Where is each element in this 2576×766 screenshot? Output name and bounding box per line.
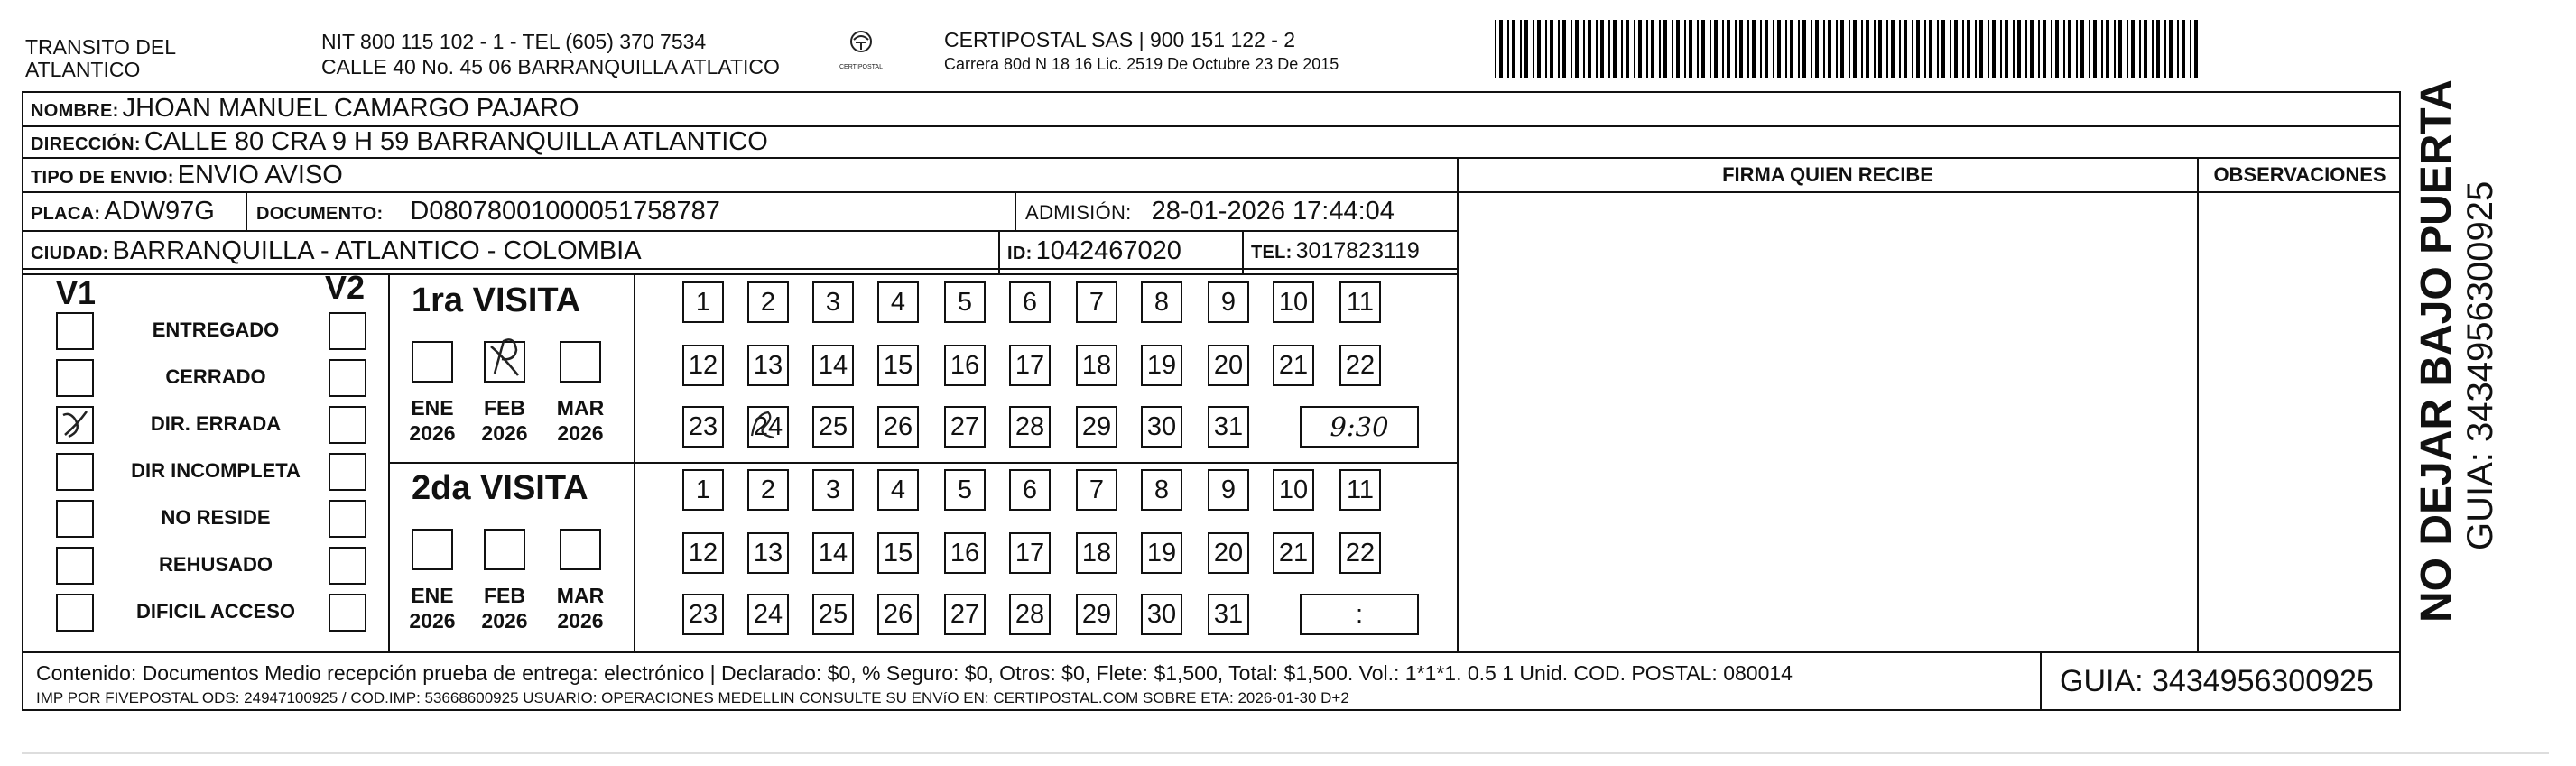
barcode-bar: [2025, 20, 2027, 78]
col-divider: [1457, 157, 1459, 651]
visit1-day[interactable]: 21: [1273, 345, 1314, 386]
barcode-bar: [1836, 20, 1838, 78]
barcode-bar: [2114, 20, 2116, 78]
barcode-bar: [1916, 20, 1920, 78]
visit2-month-label: [477, 583, 532, 633]
document-label: DOCUMENTO:: [256, 204, 384, 224]
month-year: 2026: [409, 421, 456, 445]
side-guia-number: GUIA: 3434956300925: [2460, 180, 2500, 550]
barcode-bar: [2076, 20, 2078, 78]
row-divider: [388, 462, 1457, 464]
visit1-day[interactable]: 22: [1339, 345, 1381, 386]
visit2-day[interactable]: 2: [747, 469, 789, 511]
admission-cell: [1025, 197, 1395, 226]
barcode-bar: [2131, 20, 2135, 78]
visit2-day[interactable]: 17: [1009, 532, 1051, 574]
visit2-day[interactable]: 28: [1009, 594, 1051, 635]
barcode-bar: [1904, 20, 1907, 78]
barcode-bar: [1937, 20, 1939, 78]
barcode-bar: [1941, 20, 1945, 78]
visit2-month-label: [405, 583, 459, 633]
barcode-bar: [2093, 20, 2097, 78]
visit2-day[interactable]: 23: [682, 594, 724, 635]
barcode-bar: [2089, 20, 2090, 78]
barcode-bar: [1550, 20, 1553, 78]
barcode-bar: [1912, 20, 1913, 78]
visit1-day[interactable]: 9: [1208, 281, 1249, 323]
barcode-bar: [1562, 20, 1566, 78]
barcode-bar: [1924, 20, 1926, 78]
v1-checkbox[interactable]: [56, 359, 94, 397]
barcode-bar: [2190, 20, 2191, 78]
visit1-day[interactable]: 13: [747, 345, 789, 386]
barcode-bar: [2106, 20, 2109, 78]
visit2-day[interactable]: 1: [682, 469, 724, 511]
visit2-day[interactable]: 18: [1076, 532, 1117, 574]
v2-checkbox[interactable]: [329, 594, 366, 632]
col-divider: [998, 230, 1000, 273]
visit2-day[interactable]: 22: [1339, 532, 1381, 574]
barcode-bar: [1626, 20, 1629, 78]
barcode-bar: [1596, 20, 1598, 78]
barcode-bar: [1659, 20, 1661, 78]
barcode-bar: [1507, 20, 1509, 78]
visit1-day[interactable]: 29: [1076, 406, 1117, 448]
visit1-day[interactable]: 26: [877, 406, 919, 448]
barcode-bar: [1495, 20, 1496, 78]
v2-checkbox[interactable]: [329, 500, 366, 538]
visit2-day[interactable]: 7: [1076, 469, 1117, 511]
status-label: DIR. ERRADA: [150, 412, 282, 435]
company-address: CALLE 40 No. 45 06 BARRANQUILLA ATLATICO: [321, 55, 780, 78]
visit1-day[interactable]: 30: [1141, 406, 1182, 448]
row-divider: [22, 157, 2401, 159]
barcode-bar: [1849, 20, 1850, 78]
v2-header: V2: [325, 269, 366, 306]
barcode-bar: [1613, 20, 1617, 78]
visit1-day[interactable]: 7: [1076, 281, 1117, 323]
scribble-mark-icon: [746, 409, 779, 441]
visit2-day[interactable]: 11: [1339, 469, 1381, 511]
barcode-bar: [1571, 20, 1572, 78]
month-name: ENE: [411, 584, 454, 607]
barcode-bar: [1646, 20, 1648, 78]
v1-checkbox[interactable]: [56, 547, 94, 585]
visit1-day[interactable]: 15: [877, 345, 919, 386]
visit1-title: 1ra VISITA: [412, 281, 581, 319]
barcode-bar: [2118, 20, 2122, 78]
barcode-bar: [1954, 20, 1958, 78]
city-cell: [31, 236, 642, 266]
barcode-bar: [1899, 20, 1901, 78]
barcode-bar: [1621, 20, 1623, 78]
visit2-day[interactable]: 27: [944, 594, 986, 635]
month-year: 2026: [557, 609, 604, 632]
visit1-day[interactable]: 12: [682, 345, 724, 386]
row-divider: [22, 651, 2401, 653]
status-label: CERRADO: [165, 365, 266, 388]
visit1-day[interactable]: 11: [1339, 281, 1381, 323]
visit2-day[interactable]: 14: [812, 532, 854, 574]
barcode-bar: [2182, 20, 2185, 78]
col-divider: [246, 191, 247, 230]
barcode-bar: [1583, 20, 1585, 78]
barcode-bar: [2164, 20, 2166, 78]
city-label: CIUDAD:: [31, 244, 109, 263]
barcode-bar: [1520, 20, 1522, 78]
visit1-month-box[interactable]: [412, 341, 453, 383]
id-value: 1042467020: [1035, 236, 1181, 265]
recipient-name: JHOAN MANUEL CAMARGO PAJARO: [122, 94, 579, 123]
row-divider: [22, 273, 1457, 275]
recipient-address: CALLE 80 CRA 9 H 59 BARRANQUILLA ATLANTICO: [144, 127, 768, 156]
visit1-day[interactable]: 17: [1009, 345, 1051, 386]
certipostal-logo: [829, 29, 894, 79]
v1-checkbox[interactable]: [56, 312, 94, 350]
col-divider: [1015, 191, 1016, 230]
barcode-bar: [1663, 20, 1667, 78]
status-label: ENTREGADO: [152, 318, 280, 341]
barcode-bar: [1608, 20, 1610, 78]
barcode: [1495, 20, 2203, 78]
v2-checkbox[interactable]: [329, 453, 366, 491]
status-label: REHUSADO: [159, 553, 273, 576]
visit1-day[interactable]: 18: [1076, 345, 1117, 386]
v2-checkbox[interactable]: [329, 312, 366, 350]
barcode-bar: [1727, 20, 1730, 78]
barcode-bar: [1600, 20, 1604, 78]
address-row: [31, 127, 768, 157]
barcode-bar: [2000, 20, 2002, 78]
barcode-bar: [1886, 20, 1888, 78]
visit1-day[interactable]: 6: [1009, 281, 1051, 323]
v2-checkbox[interactable]: [329, 406, 366, 444]
barcode-bar: [1785, 20, 1787, 78]
barcode-bar: [1651, 20, 1654, 78]
col-divider: [2040, 651, 2042, 711]
barcode-bar: [1840, 20, 1844, 78]
visit1-day[interactable]: 19: [1141, 345, 1182, 386]
visit2-day[interactable]: 25: [812, 594, 854, 635]
month-year: 2026: [557, 421, 604, 445]
courier-license: Carrera 80d N 18 16 Lic. 2519 De Octubre 23 De 2015: [944, 55, 1339, 73]
visit1-day[interactable]: 10: [1273, 281, 1314, 323]
barcode-bar: [2055, 20, 2059, 78]
city-value: BARRANQUILLA - ATLANTICO - COLOMBIA: [112, 236, 642, 265]
visit1-day[interactable]: 3: [812, 281, 854, 323]
barcode-bar: [1773, 20, 1774, 78]
visit1-day[interactable]: 27: [944, 406, 986, 448]
visit1-day[interactable]: 16: [944, 345, 986, 386]
row-divider: [1457, 191, 2401, 193]
courier-info: [944, 27, 1339, 76]
barcode-bar: [1684, 20, 1686, 78]
visit1-day[interactable]: 24: [747, 406, 789, 448]
barcode-bar: [1811, 20, 1812, 78]
barcode-bar: [2043, 20, 2046, 78]
visit1-month-label: [553, 395, 607, 446]
barcode-bar: [1747, 20, 1749, 78]
barcode-bar: [1739, 20, 1743, 78]
barcode-bar: [1992, 20, 1996, 78]
barcode-bar: [1823, 20, 1825, 78]
id-cell: [1007, 236, 1181, 266]
visit2-day[interactable]: 12: [682, 532, 724, 574]
barcode-bar: [1979, 20, 1983, 78]
barcode-bar: [1545, 20, 1547, 78]
company-line1: TRANSITO DEL: [25, 35, 176, 59]
visit1-time-box[interactable]: 9:30: [1300, 406, 1419, 448]
status-label: DIR INCOMPLETA: [131, 459, 301, 482]
col-divider: [1242, 230, 1244, 273]
visit1-day[interactable]: 4: [877, 281, 919, 323]
barcode-bar: [2038, 20, 2040, 78]
barcode-bar: [2080, 20, 2084, 78]
v1-checkbox[interactable]: [56, 406, 94, 444]
shipping-type-label: TIPO DE ENVIO:: [31, 168, 174, 188]
month-name: MAR: [556, 584, 605, 607]
barcode-bar: [1798, 20, 1800, 78]
barcode-bar: [2169, 20, 2173, 78]
v2-checkbox[interactable]: [329, 547, 366, 585]
barcode-bar: [2068, 20, 2071, 78]
courier-name: CERTIPOSTAL SAS | 900 151 122 - 2: [944, 28, 1296, 51]
observations-header: OBSERVACIONES: [2213, 163, 2386, 186]
barcode-bar: [1588, 20, 1591, 78]
barcode-bar: [1828, 20, 1831, 78]
col-divider: [2197, 157, 2199, 651]
document-cell: [256, 197, 720, 226]
visit1-month-box[interactable]: [484, 341, 525, 383]
month-name: FEB: [484, 396, 525, 420]
visit2-day[interactable]: 9: [1208, 469, 1249, 511]
month-year: 2026: [409, 609, 456, 632]
month-year: 2026: [481, 421, 528, 445]
month-name: FEB: [484, 584, 525, 607]
barcode-bar: [1558, 20, 1560, 78]
barcode-bar: [2194, 20, 2198, 78]
visit2-day[interactable]: 8: [1141, 469, 1182, 511]
barcode-bar: [1891, 20, 1895, 78]
document-value: D08078001000051758787: [410, 197, 720, 226]
status-label: NO RESIDE: [161, 506, 271, 529]
visit1-month-label: [477, 395, 532, 446]
visit2-month-box[interactable]: [484, 529, 525, 570]
barcode-bar: [1760, 20, 1762, 78]
barcode-bar: [1962, 20, 1964, 78]
barcode-bar: [1802, 20, 1806, 78]
month-year: 2026: [481, 609, 528, 632]
barcode-bar: [1701, 20, 1705, 78]
visit2-day[interactable]: 3: [812, 469, 854, 511]
barcode-bar: [1765, 20, 1768, 78]
barcode-bar: [1790, 20, 1793, 78]
shipment-contents: Contenido: Documentos Medio recepción prueba de entrega: electrónico | Declarado: $0, % Seguro: $0, Otros: $0, Flete: $1,500, Total: $1,500. Vol.: 1*1*1. 0.5 1 Unid. COD. POSTAL: 080014: [36, 661, 1793, 685]
tel-cell: [1251, 238, 1420, 264]
shipping-type: ENVIO AVISO: [177, 161, 343, 189]
tel-value: 3017823119: [1295, 238, 1420, 263]
visit2-month-label: [553, 583, 607, 633]
print-info: IMP POR FIVEPOSTAL ODS: 24947100925 / COD.IMP: 53668600925 USUARIO: OPERACIONES MEDELLIN CONSULTE SU ENVíO EN: CERTIPOSTAL.COM SOBRE ETA: 2026-01-30 D+2: [36, 689, 1349, 706]
barcode-bar: [1735, 20, 1737, 78]
barcode-bar: [2030, 20, 2034, 78]
visit2-day[interactable]: 24: [747, 594, 789, 635]
company-contact: [321, 29, 780, 79]
barcode-bar: [2051, 20, 2052, 78]
visit2-day[interactable]: 31: [1208, 594, 1249, 635]
visit2-day[interactable]: 16: [944, 532, 986, 574]
visit2-day[interactable]: 10: [1273, 469, 1314, 511]
visit2-day[interactable]: 30: [1141, 594, 1182, 635]
barcode-bar: [1752, 20, 1756, 78]
barcode-bar: [1524, 20, 1528, 78]
visit1-month-box[interactable]: [560, 341, 601, 383]
visit1-day[interactable]: 23: [682, 406, 724, 448]
visit2-day[interactable]: 15: [877, 532, 919, 574]
visit2-day[interactable]: 20: [1208, 532, 1249, 574]
visit2-day[interactable]: 21: [1273, 532, 1314, 574]
barcode-bar: [2017, 20, 2021, 78]
visit2-day[interactable]: 13: [747, 532, 789, 574]
barcode-bar: [1676, 20, 1680, 78]
plate-cell: [31, 197, 215, 226]
barcode-bar: [1988, 20, 1989, 78]
barcode-bar: [1866, 20, 1869, 78]
visit1-day[interactable]: 2: [747, 281, 789, 323]
visit2-day[interactable]: 26: [877, 594, 919, 635]
visit2-month-box[interactable]: [560, 529, 601, 570]
barcode-bar: [1575, 20, 1579, 78]
company-line2: ATLANTICO: [25, 58, 141, 81]
barcode-bar: [1722, 20, 1724, 78]
barcode-bar: [1967, 20, 1970, 78]
barcode-bar: [2063, 20, 2065, 78]
visit1-day[interactable]: 1: [682, 281, 724, 323]
no-under-door-warning: NO DEJAR BAJO PUERTA: [2413, 79, 2460, 623]
visit1-day[interactable]: 8: [1141, 281, 1182, 323]
barcode-bar: [2152, 20, 2154, 78]
barcode-bar: [2101, 20, 2103, 78]
barcode-bar: [1689, 20, 1692, 78]
barcode-bar: [1672, 20, 1673, 78]
plate-label: PLACA:: [31, 204, 101, 224]
barcode-bar: [2005, 20, 2008, 78]
barcode-bar: [1697, 20, 1699, 78]
visit1-day[interactable]: 25: [812, 406, 854, 448]
month-name: MAR: [556, 396, 605, 420]
visit2-day[interactable]: 6: [1009, 469, 1051, 511]
barcode-bar: [1975, 20, 1977, 78]
barcode-bar: [1861, 20, 1863, 78]
check-mark-icon: [58, 408, 92, 442]
scan-edge: [22, 752, 2549, 754]
v2-checkbox[interactable]: [329, 359, 366, 397]
barcode-bar: [1929, 20, 1932, 78]
month-name: ENE: [411, 396, 454, 420]
barcode-bar: [1878, 20, 1882, 78]
v1-checkbox[interactable]: [56, 453, 94, 491]
barcode-bar: [1499, 20, 1503, 78]
barcode-bar: [2177, 20, 2179, 78]
barcode-bar: [1777, 20, 1781, 78]
v1-checkbox[interactable]: [56, 594, 94, 632]
col-divider: [634, 273, 635, 651]
visit1-day[interactable]: 14: [812, 345, 854, 386]
barcode-bar: [1710, 20, 1711, 78]
name-row: [31, 94, 579, 124]
barcode-bar: [1512, 20, 1515, 78]
visit2-title: 2da VISITA: [412, 469, 588, 507]
name-label: NOMBRE:: [31, 101, 119, 121]
visit2-day[interactable]: 19: [1141, 532, 1182, 574]
barcode-bar: [1634, 20, 1635, 78]
svg-text:CERTIPOSTAL: CERTIPOSTAL: [839, 64, 883, 70]
v1-checkbox[interactable]: [56, 500, 94, 538]
visit1-day[interactable]: 31: [1208, 406, 1249, 448]
guia-number: GUIA: 3434956300925: [2060, 664, 2374, 698]
tel-label: TEL:: [1251, 243, 1293, 263]
barcode-bar: [1853, 20, 1857, 78]
col-divider: [388, 273, 390, 651]
barcode-bar: [1874, 20, 1876, 78]
check-mark-icon: [482, 334, 527, 383]
barcode-bar: [2139, 20, 2141, 78]
barcode-bar: [1537, 20, 1541, 78]
barcode-bar: [1815, 20, 1819, 78]
nit-line: NIT 800 115 102 - 1 - TEL (605) 370 7534: [321, 30, 707, 53]
visit2-day[interactable]: 29: [1076, 594, 1117, 635]
barcode-bar: [2127, 20, 2128, 78]
barcode-bar: [1638, 20, 1642, 78]
status-label: DIFICIL ACCESO: [135, 600, 295, 623]
visit2-month-box[interactable]: [412, 529, 453, 570]
barcode-bar: [1950, 20, 1951, 78]
v1-header: V1: [56, 274, 97, 311]
visit1-day[interactable]: 5: [944, 281, 986, 323]
company-name: [25, 36, 296, 81]
barcode-bar: [1533, 20, 1534, 78]
visit2-time-box[interactable]: :: [1300, 594, 1419, 635]
visit2-day[interactable]: 5: [944, 469, 986, 511]
barcode-bar: [1714, 20, 1718, 78]
plate-value: ADW97G: [104, 197, 215, 226]
barcode-bar: [2144, 20, 2147, 78]
id-label: ID:: [1007, 244, 1033, 263]
admission-value: 28-01-2026 17:44:04: [1151, 197, 1395, 226]
visit1-day[interactable]: 20: [1208, 345, 1249, 386]
admission-label: ADMISIÓN:: [1025, 201, 1132, 224]
signature-header: FIRMA QUIEN RECIBE: [1722, 163, 1933, 186]
address-label: DIRECCIÓN:: [31, 134, 141, 154]
barcode-bar: [2013, 20, 2015, 78]
visit1-month-label: [405, 395, 459, 446]
visit2-day[interactable]: 4: [877, 469, 919, 511]
visit1-day[interactable]: 28: [1009, 406, 1051, 448]
barcode-bar: [2156, 20, 2160, 78]
shipping-type-row: [31, 161, 343, 190]
